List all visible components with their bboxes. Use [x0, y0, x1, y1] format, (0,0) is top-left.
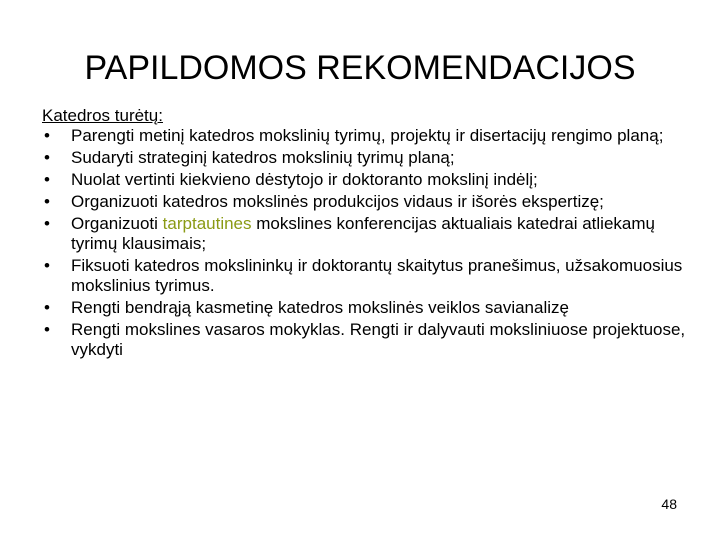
list-item-text: Rengti bendrąją kasmetinę katedros mokslinės veiklos savianalizę — [71, 298, 569, 317]
recommendation-list — [42, 126, 692, 360]
list-item-text: Parengti metinį katedros mokslinių tyrimų, projektų ir disertacijų rengimo planą; — [71, 126, 664, 145]
lead-heading: Katedros turėtų: — [42, 106, 163, 125]
page-number: 48 — [661, 496, 677, 512]
list-item-text: Organizuoti katedros mokslinės produkcijos vidaus ir išorės ekspertizę; — [71, 192, 604, 211]
list-item — [42, 320, 692, 360]
list-item — [42, 192, 692, 212]
list-item — [42, 214, 692, 254]
slide-title: PAPILDOMOS REKOMENDACIJOS — [84, 49, 636, 87]
list-item — [42, 256, 692, 296]
list-item-text-after: mokslines konferencijas aktualiais katedrai atliekamų tyrimų klausimais; — [71, 214, 655, 253]
list-item — [42, 148, 692, 168]
list-item — [42, 298, 692, 318]
list-item-text: Nuolat vertinti kiekvieno dėstytojo ir doktoranto mokslinį indėlį; — [71, 170, 538, 189]
list-item — [42, 126, 692, 146]
highlighted-word: tarptautines — [162, 214, 252, 233]
list-item-text: Rengti mokslines vasaros mokyklas. Rengti ir dalyvauti moksliniuose projektuose, vykdyti — [71, 320, 686, 359]
list-item-text: Sudaryti strateginį katedros mokslinių tyrimų planą; — [71, 148, 455, 167]
slide-body — [42, 106, 692, 362]
list-item-text: Fiksuoti katedros mokslininkų ir doktorantų skaitytus pranešimus, užsakomuosius mokslinius tyrimus. — [71, 256, 683, 295]
list-item-text-before: Organizuoti — [71, 214, 163, 233]
list-item — [42, 170, 692, 190]
